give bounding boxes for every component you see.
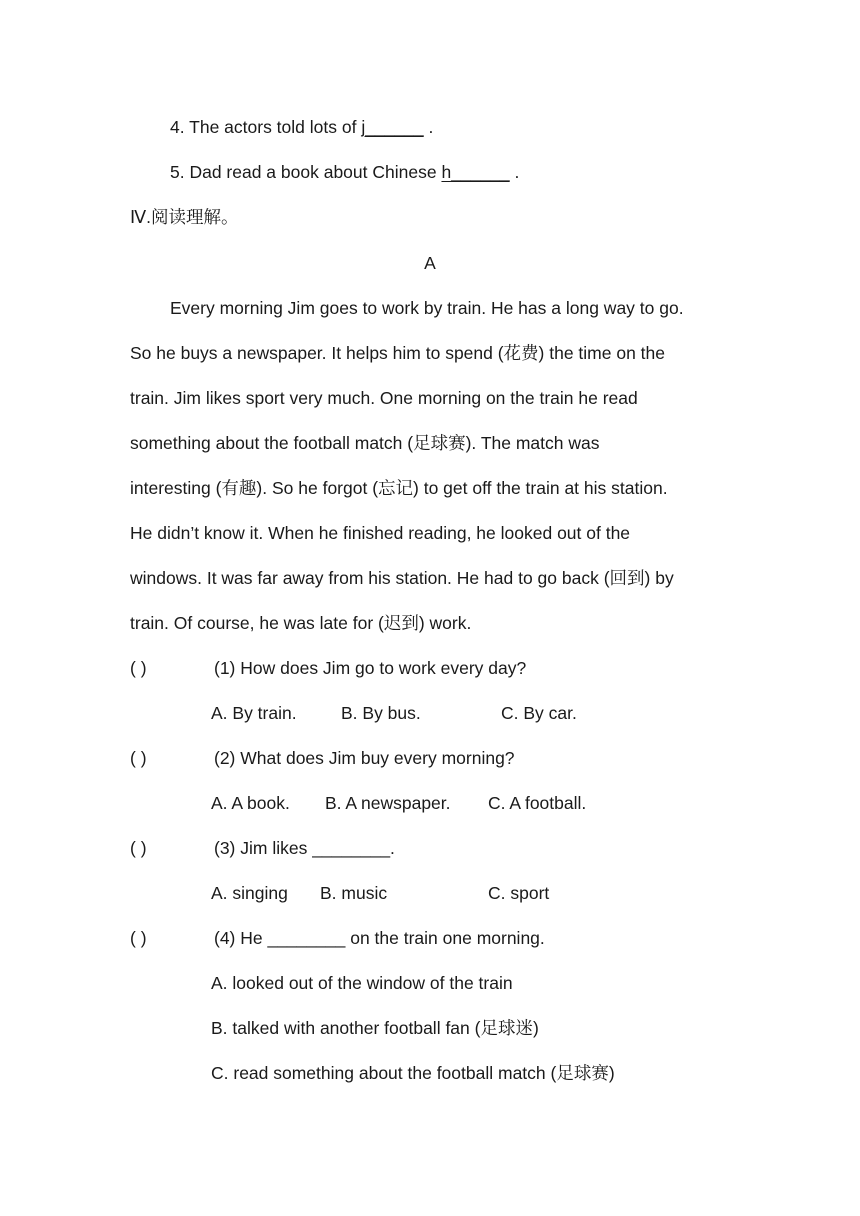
question-text: (3) Jim likes ________. — [214, 838, 395, 858]
option-c: C. A football. — [488, 793, 587, 813]
passage-line: Every morning Jim goes to work by train. He has a long way to go. — [170, 298, 684, 318]
passage-line: So he buys a newspaper. It helps him to spend (花费) the time on the — [130, 343, 666, 363]
passage-line: windows. It was far away from his station. He had to go back (回到) by — [130, 568, 674, 588]
fill-blank-suffix: . — [509, 162, 520, 182]
question-4 — [130, 927, 545, 949]
question-text: (1) How does Jim go to work every day? — [214, 658, 527, 678]
passage-line: interesting (有趣). So he forgot (忘记) to get off the train at his station. — [130, 478, 668, 498]
question-1 — [130, 657, 526, 679]
answer-bracket[interactable]: ( ) — [130, 748, 147, 768]
option-a: A. By train. — [211, 703, 297, 723]
option-c: C. sport — [488, 883, 550, 903]
fill-blank-prefix: 4. The actors told lots of — [170, 117, 362, 137]
fill-blank-suffix: . — [423, 117, 434, 137]
option-a: A. looked out of the window of the train — [211, 973, 513, 993]
fill-blank-answer: j______ — [361, 117, 424, 137]
question-text: (2) What does Jim buy every morning? — [214, 748, 515, 768]
passage-label: A — [424, 253, 436, 273]
question-3 — [130, 837, 395, 859]
option-b: B. A newspaper. — [325, 793, 451, 813]
option-c: C. read something about the football match (足球赛) — [211, 1063, 615, 1083]
option-b: B. By bus. — [341, 703, 421, 723]
option-c: C. By car. — [501, 703, 577, 723]
section-heading: Ⅳ.阅读理解。 — [130, 207, 239, 227]
option-a: A. A book. — [211, 793, 290, 813]
passage-line: something about the football match (足球赛). The match was — [130, 433, 600, 453]
answer-bracket[interactable]: ( ) — [130, 838, 147, 858]
question-text: (4) He ________ on the train one morning. — [214, 928, 545, 948]
option-b: B. music — [320, 883, 388, 903]
fill-blank-item-4 — [170, 116, 433, 138]
answer-bracket[interactable]: ( ) — [130, 658, 147, 678]
fill-blank-prefix: 5. Dad read a book about Chinese — [170, 162, 442, 182]
option-b: B. talked with another football fan (足球迷) — [211, 1018, 539, 1038]
passage-line: train. Jim likes sport very much. One morning on the train he read — [130, 388, 638, 408]
passage-line: He didn’t know it. When he finished reading, he looked out of the — [130, 523, 631, 543]
fill-blank-answer: h______ — [441, 162, 510, 182]
option-a: A. singing — [211, 883, 288, 903]
answer-bracket[interactable]: ( ) — [130, 928, 147, 948]
passage-line: train. Of course, he was late for (迟到) work. — [130, 613, 472, 633]
fill-blank-item-5 — [170, 161, 519, 183]
question-2 — [130, 747, 515, 769]
